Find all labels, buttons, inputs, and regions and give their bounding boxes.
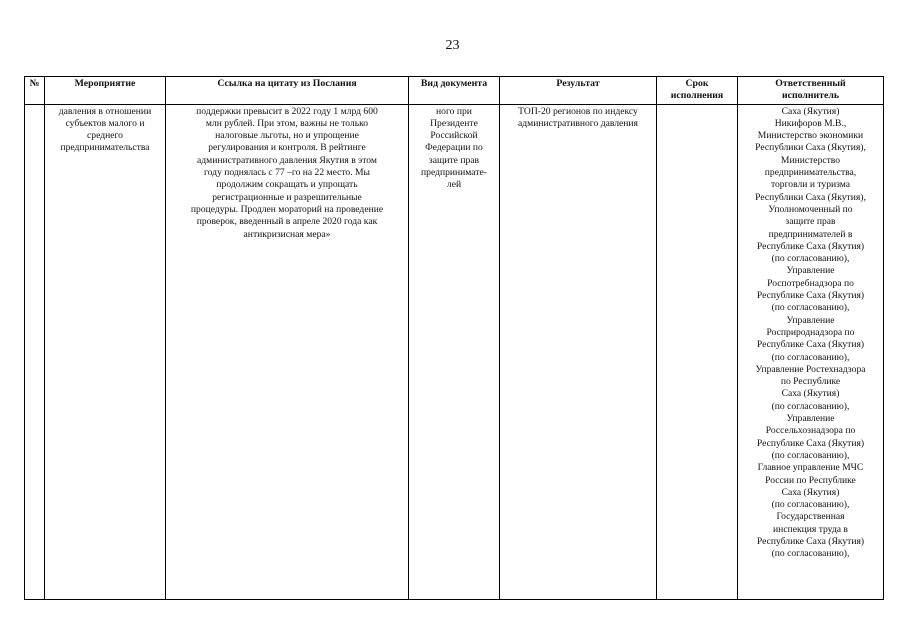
- header-term-line: исполнения: [670, 90, 724, 102]
- text-line: Республике Саха (Якутия): [756, 290, 865, 302]
- text-line: (по согласованию),: [771, 253, 850, 265]
- text-line: административного давления Якутия в этом: [197, 154, 377, 166]
- text-line: по Республике: [780, 376, 841, 388]
- text-line: регулирования и контроля. В рейтинге: [208, 142, 366, 154]
- action-plan-table: [24, 76, 884, 600]
- text-line: торговли и туризма: [770, 179, 851, 191]
- text-line: Республики Саха (Якутия),: [755, 142, 866, 154]
- text-line: Управление: [786, 314, 835, 326]
- cell-result: [500, 104, 657, 599]
- text-line: Федерации по: [425, 142, 483, 154]
- cell-no: [25, 104, 45, 599]
- text-line: (по согласованию),: [771, 351, 850, 363]
- text-line: году поднялась с 77 –го на 22 место. Мы: [203, 167, 371, 179]
- text-line: Управление: [786, 413, 835, 425]
- text-line: защите прав: [428, 154, 480, 166]
- text-line: Управление Ростехнадзора: [755, 363, 866, 375]
- text-line: предпринимательства,: [764, 167, 857, 179]
- table-row: [25, 104, 884, 599]
- text-line: Россельхознадзора по: [765, 425, 856, 437]
- text-line: Росприроднадзора по: [766, 326, 855, 338]
- header-result: Результат: [500, 77, 657, 105]
- text-line: Республике Саха (Якутия): [756, 437, 865, 449]
- text-line: Саха (Якутия): [781, 486, 840, 498]
- text-line: продолжим сокращать и упрощать: [216, 179, 358, 191]
- cell-event: [45, 104, 166, 599]
- text-line: Министерство экономики: [757, 130, 864, 142]
- cell-responsible: [738, 104, 884, 599]
- text-line: (по согласованию),: [771, 449, 850, 461]
- text-line: Саха (Якутия): [781, 388, 840, 400]
- text-line: Республики Саха (Якутия),: [755, 191, 866, 203]
- header-quote: Ссылка на цитату из Послания: [166, 77, 409, 105]
- header-responsible: [738, 77, 884, 105]
- text-line: млн рублей. При этом, важны не только: [205, 117, 369, 129]
- table-header-row: [25, 77, 884, 105]
- text-line: Республике Саха (Якутия): [756, 240, 865, 252]
- text-line: проверок, введенный в апреле 2020 года как: [196, 216, 378, 228]
- text-line: ТОП-20 регионов по индексу: [518, 105, 638, 117]
- text-line: лей: [446, 179, 462, 191]
- text-line: процедуры. Продлен мораторий на проведение: [190, 203, 384, 215]
- text-line: (по согласованию),: [771, 400, 850, 412]
- text-line: предпринимателей в: [768, 228, 853, 240]
- text-line: (по согласованию),: [771, 499, 850, 511]
- text-line: административного давления: [518, 117, 638, 129]
- text-line: Российской: [430, 130, 478, 142]
- text-line: Уполномоченный по: [768, 203, 853, 215]
- cell-term: [657, 104, 738, 599]
- text-line: (по согласованию),: [771, 302, 850, 314]
- text-line: регистрационные и разрешительные: [212, 191, 362, 203]
- header-event: Мероприятие: [45, 77, 166, 105]
- text-line: предпринимательства: [60, 142, 150, 154]
- header-term-line: Срок: [685, 78, 709, 89]
- header-responsible-line: Ответственный: [775, 78, 846, 89]
- text-line: поддержки превысит в 2022 году 1 млрд 600: [196, 105, 378, 117]
- text-line: Саха (Якутия): [781, 105, 840, 117]
- text-line: Республике Саха (Якутия): [756, 535, 865, 547]
- text-line: (по согласованию),: [771, 548, 850, 560]
- page-number: 23: [445, 38, 460, 53]
- text-line: инспекция труда в: [773, 523, 848, 535]
- text-line: антикризисная мера»: [243, 228, 331, 240]
- header-no: №: [25, 77, 45, 105]
- text-line: Республике Саха (Якутия): [756, 339, 865, 351]
- text-line: защите прав: [785, 216, 836, 228]
- text-line: давления в отношении: [58, 105, 152, 117]
- text-line: Государственная: [776, 511, 845, 523]
- text-line: Главное управление МЧС: [757, 462, 864, 474]
- text-line: субъектов малого и: [65, 117, 145, 129]
- text-line: России по Республике: [765, 474, 856, 486]
- text-line: Президенте: [430, 117, 478, 129]
- text-line: Управление: [786, 265, 835, 277]
- text-line: ного при: [436, 105, 472, 117]
- text-line: налоговые льготы, но и упрощение: [215, 130, 359, 142]
- cell-doc-type: [409, 104, 500, 599]
- text-line: Министерство: [780, 154, 841, 166]
- cell-quote: [166, 104, 409, 599]
- text-line: предпринимате-: [421, 167, 487, 179]
- text-line: Никифоров М.В.,: [774, 117, 847, 129]
- header-responsible-line: исполнитель: [781, 90, 840, 102]
- header-doc-type: Вид документа: [409, 77, 500, 105]
- text-line: Роспотребнадзора по: [767, 277, 854, 289]
- header-term: [657, 77, 738, 105]
- text-line: среднего: [87, 130, 123, 142]
